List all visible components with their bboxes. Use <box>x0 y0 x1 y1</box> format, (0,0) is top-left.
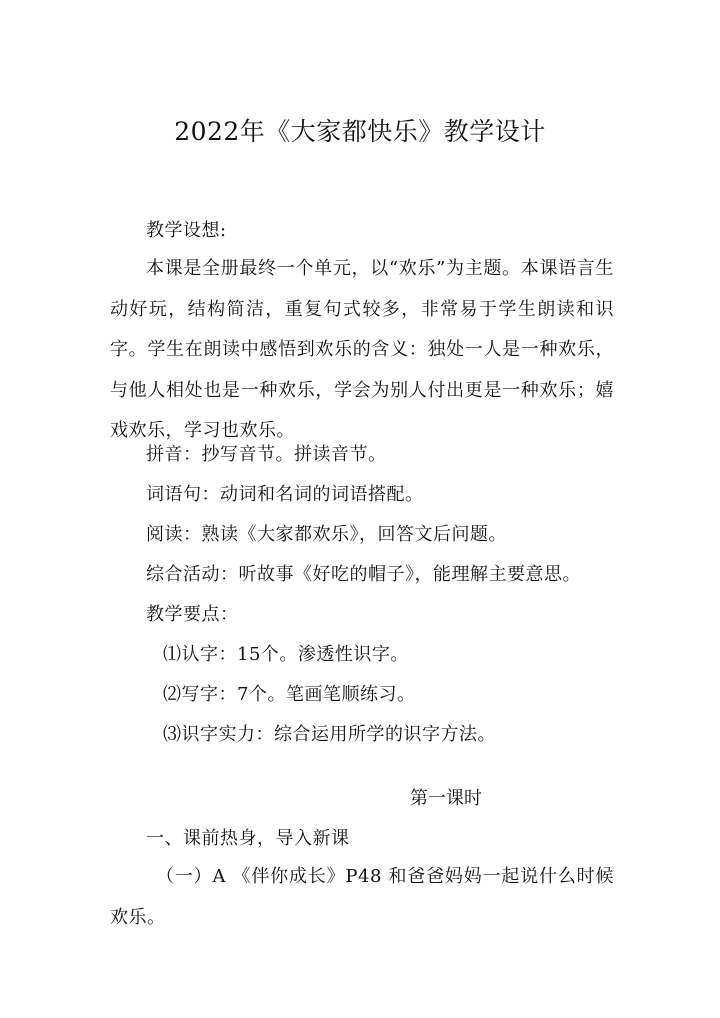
section-one-heading: 一、课前热身，导入新课 <box>146 828 350 849</box>
reading-line: 阅读：熟读《大家都欢乐》，回答文后问题。 <box>146 524 507 545</box>
key-point-item: ⑵写字：7个。笔画笔顺练习。 <box>163 684 416 705</box>
activity-line: 综合活动：听故事《好吃的帽子》，能理解主要意思。 <box>146 564 581 585</box>
document-title: 2022年《大家都快乐》教学设计 <box>174 117 546 146</box>
key-point-item: ⑶识字实力：综合运用所学的识字方法。 <box>163 724 496 745</box>
intro-paragraph: 本课是全册最终一个单元，以“欢乐”为主题。本课语言生动好玩，结构简洁，重复句式较多，非常易于学生朗读和识字。学生在朗读中感悟到欢乐的含义：独处一人是一种欢乐，与他人相处也是一种欢乐，学会为别人付出更是一种欢乐；嬉戏欢乐，学习也欢乐。 <box>110 258 614 441</box>
phrases-line: 词语句：动词和名词的词语搭配。 <box>146 484 424 505</box>
lesson-heading: 第一课时 <box>410 788 482 809</box>
key-point-item: ⑴认字：15个。渗透性识字。 <box>163 644 409 665</box>
design-label: 教学设想: <box>146 220 227 241</box>
key-points-label: 教学要点： <box>146 604 239 625</box>
pinyin-line: 拼音：抄写音节。拼读音节。 <box>146 444 387 465</box>
section-one-item: （一）A 《伴你成长》P48 和爸爸妈妈一起说什么时候欢乐。 <box>110 866 614 928</box>
